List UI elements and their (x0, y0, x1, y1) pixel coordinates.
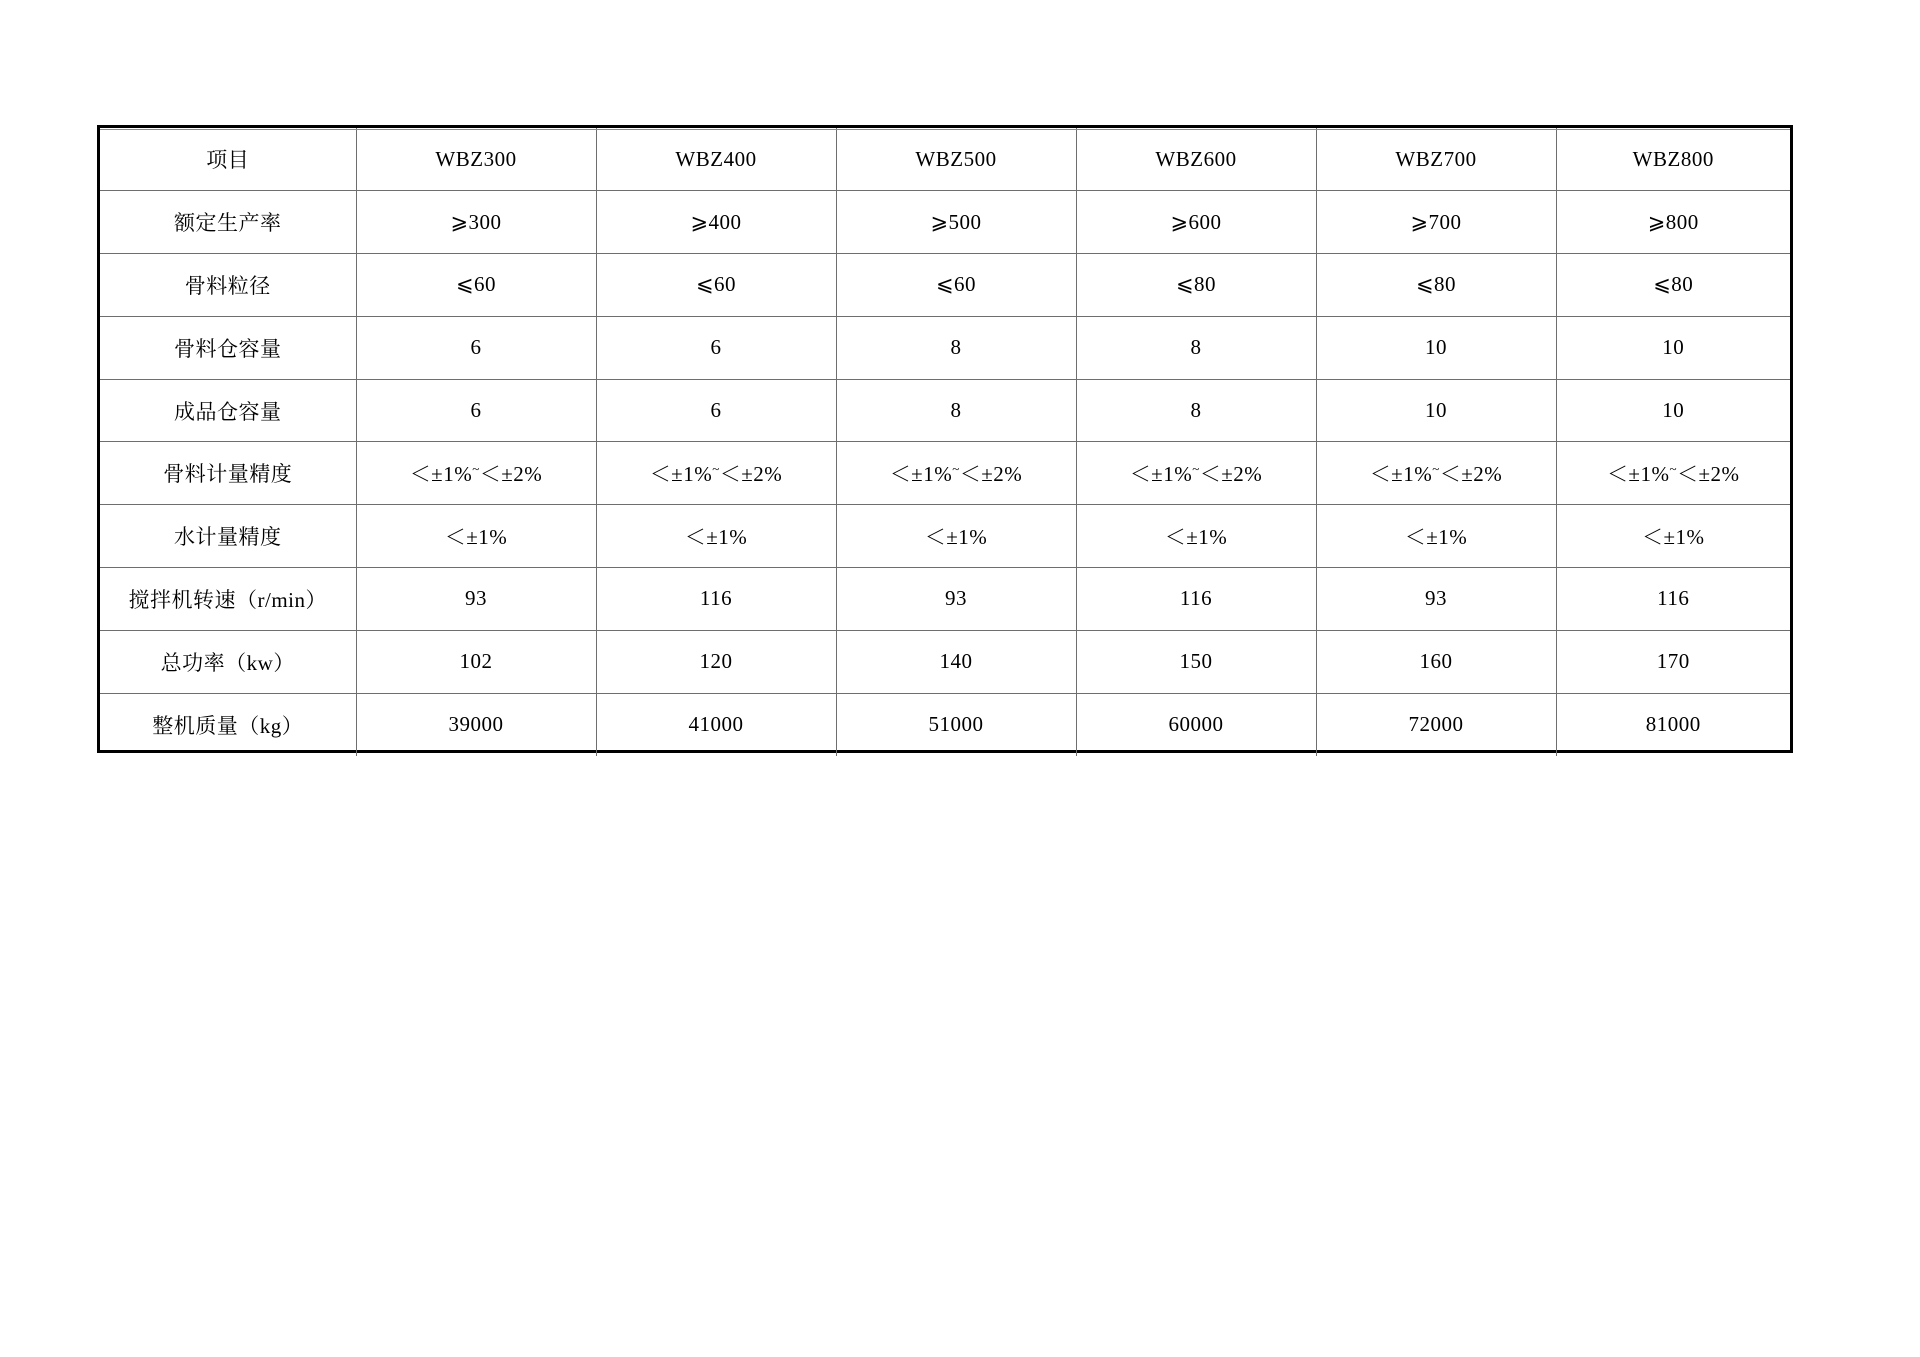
value-cell: ⩽60 (836, 254, 1076, 317)
row-label-cell: 骨料计量精度 (100, 442, 356, 505)
row-label-cell: 骨料仓容量 (100, 316, 356, 379)
table-row (100, 505, 1790, 568)
value-cell: 140 (836, 630, 1076, 693)
value-cell: ⩽80 (1076, 254, 1316, 317)
value-cell: 72000 (1316, 693, 1556, 756)
value-cell: ＜±1% (1316, 505, 1556, 568)
value-cell: 10 (1556, 316, 1790, 379)
value-cell: ⩾800 (1556, 191, 1790, 254)
value-cell: 93 (1316, 568, 1556, 631)
value-cell: 39000 (356, 693, 596, 756)
value-cell: ＜±1% (1556, 505, 1790, 568)
header-cell-model: WBZ700 (1316, 128, 1556, 191)
value-cell: 8 (1076, 316, 1316, 379)
value-cell: ＜±1%~＜±2% (596, 442, 836, 505)
table-row (100, 316, 1790, 379)
value-cell: ⩽80 (1316, 254, 1556, 317)
value-cell: ⩽80 (1556, 254, 1790, 317)
value-cell: ⩾400 (596, 191, 836, 254)
value-cell: 116 (1076, 568, 1316, 631)
value-cell: ⩾300 (356, 191, 596, 254)
table-header-row (100, 128, 1790, 191)
range-tilde: ~ (952, 461, 960, 477)
table-row (100, 254, 1790, 317)
range-tilde: ~ (472, 461, 480, 477)
value-cell: 160 (1316, 630, 1556, 693)
value-cell: ＜±1%~＜±2% (1076, 442, 1316, 505)
range-tilde: ~ (1192, 461, 1200, 477)
value-cell: 8 (836, 316, 1076, 379)
table-row (100, 568, 1790, 631)
value-cell: 102 (356, 630, 596, 693)
value-cell: ⩾700 (1316, 191, 1556, 254)
value-cell: 10 (1316, 316, 1556, 379)
header-cell-model: WBZ300 (356, 128, 596, 191)
value-cell: 150 (1076, 630, 1316, 693)
table-row (100, 191, 1790, 254)
value-cell: 120 (596, 630, 836, 693)
value-cell: ⩾500 (836, 191, 1076, 254)
value-cell: 6 (596, 316, 836, 379)
value-cell: 81000 (1556, 693, 1790, 756)
spec-table-body (100, 191, 1790, 756)
value-cell: 51000 (836, 693, 1076, 756)
value-cell: 8 (1076, 379, 1316, 442)
spec-table (100, 128, 1790, 756)
value-cell: ⩽60 (356, 254, 596, 317)
value-cell: 6 (356, 379, 596, 442)
value-cell: 93 (356, 568, 596, 631)
value-cell: ⩾600 (1076, 191, 1316, 254)
table-row (100, 693, 1790, 756)
value-cell: 60000 (1076, 693, 1316, 756)
header-cell-model: WBZ400 (596, 128, 836, 191)
value-cell: ⩽60 (596, 254, 836, 317)
value-cell: 116 (1556, 568, 1790, 631)
row-label-cell: 总功率（kw） (100, 630, 356, 693)
value-cell: ＜±1%~＜±2% (836, 442, 1076, 505)
value-cell: 10 (1316, 379, 1556, 442)
range-tilde: ~ (1432, 461, 1440, 477)
value-cell: 10 (1556, 379, 1790, 442)
row-label-cell: 整机质量（kg） (100, 693, 356, 756)
header-cell-item: 项目 (100, 128, 356, 191)
value-cell: ＜±1% (356, 505, 596, 568)
value-cell: 6 (596, 379, 836, 442)
value-cell: 8 (836, 379, 1076, 442)
range-tilde: ~ (712, 461, 720, 477)
table-row (100, 442, 1790, 505)
table-row (100, 379, 1790, 442)
value-cell: ＜±1%~＜±2% (1556, 442, 1790, 505)
header-cell-model: WBZ800 (1556, 128, 1790, 191)
row-label-cell: 搅拌机转速（r/min） (100, 568, 356, 631)
value-cell: ＜±1%~＜±2% (356, 442, 596, 505)
row-label-cell: 骨料粒径 (100, 254, 356, 317)
spec-table-frame (97, 125, 1793, 753)
value-cell: ＜±1% (836, 505, 1076, 568)
header-cell-model: WBZ600 (1076, 128, 1316, 191)
row-label-cell: 额定生产率 (100, 191, 356, 254)
value-cell: 170 (1556, 630, 1790, 693)
value-cell: ＜±1% (596, 505, 836, 568)
value-cell: 116 (596, 568, 836, 631)
value-cell: 6 (356, 316, 596, 379)
value-cell: 41000 (596, 693, 836, 756)
header-cell-model: WBZ500 (836, 128, 1076, 191)
value-cell: 93 (836, 568, 1076, 631)
table-row (100, 630, 1790, 693)
row-label-cell: 成品仓容量 (100, 379, 356, 442)
row-label-cell: 水计量精度 (100, 505, 356, 568)
value-cell: ＜±1%~＜±2% (1316, 442, 1556, 505)
range-tilde: ~ (1669, 461, 1678, 477)
value-cell: ＜±1% (1076, 505, 1316, 568)
spec-table-header (100, 128, 1790, 191)
